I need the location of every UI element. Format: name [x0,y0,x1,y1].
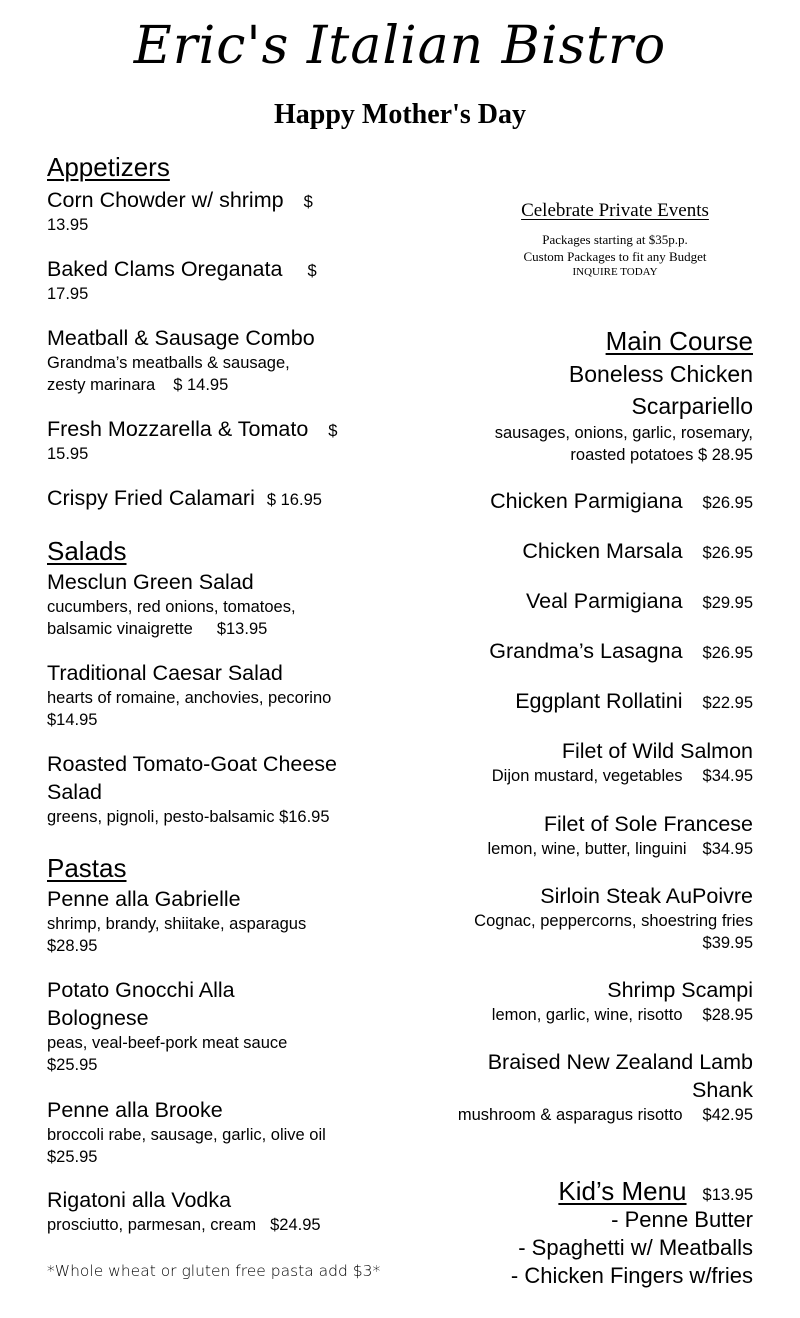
item-name: Eggplant Rollatini [515,689,683,713]
menu-item [492,976,753,1026]
menu-item [47,750,337,828]
section-heading-main-course: Main Course [605,326,753,356]
events-title: Celebrate Private Events [521,200,709,221]
section-heading-salads: Salads [47,536,127,566]
menu-item [47,255,317,305]
item-name: Boneless Chicken [568,361,753,387]
item-price: $26.95 [702,644,753,662]
section-heading-appetizers: Appetizers [47,152,170,182]
item-price: 13.95 [47,216,89,234]
item-price: $26.95 [702,544,753,562]
item-name: Traditional Caesar Salad [47,661,283,685]
item-name: Corn Chowder w/ shrimp [47,188,284,212]
item-name: Chicken Parmigiana [490,489,683,513]
section-heading-pastas: Pastas [47,853,127,883]
private-events-promo [470,200,760,279]
item-description: peas, veal-beef-pork meat sauce [47,1034,288,1052]
item-name: Grandma’s Lasagna [489,639,683,663]
pasta-note: *Whole wheat or gluten free pasta add $3* [47,1262,381,1280]
kids-menu-item: - Penne Butter [611,1207,753,1232]
item-description: Cognac, peppercorns, shoestring fries [474,912,753,930]
item-name: Penne alla Brooke [47,1098,223,1122]
item-price: $16.95 [279,808,330,826]
item-price: $42.95 [702,1106,753,1124]
item-name: Chicken Marsala [522,539,683,563]
item-name-continued: Bolognese [47,1006,149,1030]
item-price-symbol: $ [303,193,313,211]
menu-item [458,1048,753,1126]
item-name-continued: Scarpariello [631,393,753,419]
item-price: $13.95 [216,620,268,638]
events-line: Packages starting at $35p.p. [542,232,688,247]
item-description: balsamic vinaigrette [47,620,193,638]
item-name: Veal Parmigiana [525,589,683,613]
menu-item [47,186,313,236]
kids-menu-item: - Spaghetti w/ Meatballs [518,1235,753,1260]
menu-item [522,537,753,565]
item-description: zesty marinara [47,376,156,394]
item-price: $25.95 [47,1056,98,1074]
item-name-continued: Salad [47,780,102,804]
item-description: roasted potatoes [570,446,694,464]
menu-item [47,484,322,512]
item-description: hearts of romaine, anchovies, pecorino [47,689,332,707]
item-description: broccoli rabe, sausage, garlic, olive oil [47,1126,326,1144]
menu-item [47,568,296,640]
item-description: greens, pignoli, pesto-balsamic [47,808,275,826]
kids-menu [511,1176,753,1290]
item-price: $28.95 [47,937,98,955]
item-price: $39.95 [702,934,753,952]
item-description: cucumbers, red onions, tomatoes, [47,598,296,616]
item-price-symbol: $ [307,262,317,280]
events-cta: INQUIRE TODAY [572,266,658,278]
item-name: Meatball & Sausage Combo [47,326,315,350]
menu-item [474,882,753,954]
item-name: Rigatoni alla Vodka [47,1188,232,1212]
item-name: Potato Gnocchi Alla [47,978,235,1002]
menu-item [47,885,306,957]
item-price: 15.95 [47,445,89,463]
page-subtitle: Happy Mother's Day [274,99,526,130]
item-price: $24.95 [270,1216,321,1234]
restaurant-title: Eric's Italian Bistro [133,16,667,76]
item-name: Sirloin Steak AuPoivre [540,884,753,908]
menu-item [47,659,331,731]
item-price-symbol: $ [328,422,338,440]
menu-item [47,976,287,1076]
item-name: Filet of Sole Francese [543,812,753,836]
item-description: Grandma’s meatballs & sausage, [47,354,290,372]
item-price: $14.95 [47,711,98,729]
menu-item [495,358,753,466]
item-name: Braised New Zealand Lamb [487,1050,753,1074]
menu-item [47,415,337,465]
item-name: Filet of Wild Salmon [561,739,753,763]
menu-item [515,687,753,715]
item-price: $ 16.95 [266,491,322,509]
kids-menu-item: - Chicken Fingers w/fries [510,1263,753,1288]
item-price: $29.95 [702,594,753,612]
item-name: Roasted Tomato-Goat Cheese [47,752,338,776]
item-description: mushroom & asparagus risotto [457,1106,683,1124]
item-name: Mesclun Green Salad [47,570,254,594]
item-price: $25.95 [47,1148,98,1166]
events-line: Custom Packages to fit any Budget [523,249,707,264]
item-description: lemon, wine, butter, linguini [487,840,687,858]
item-description: sausages, onions, garlic, rosemary, [494,424,753,442]
item-price: 17.95 [47,285,89,303]
item-name: Baked Clams Oreganata [47,257,283,281]
menu-item [489,637,753,665]
item-name-continued: Shank [692,1078,753,1102]
item-description: prosciutto, parmesan, cream [47,1216,257,1234]
menu-item [488,810,754,860]
item-description: Dijon mustard, vegetables [491,767,683,785]
item-price: $ 28.95 [697,446,753,464]
item-name: Penne alla Gabrielle [47,887,241,911]
item-price: $ 14.95 [173,376,229,394]
menu-item [526,587,753,615]
menu-item [47,1096,326,1168]
item-price: $28.95 [702,1006,753,1024]
item-price: $34.95 [702,767,753,785]
item-price: $26.95 [702,494,753,512]
menu-item [492,737,753,787]
item-description: shrimp, brandy, shiitake, asparagus [47,915,307,933]
section-heading-kids-menu: Kid’s Menu [558,1176,687,1206]
item-name: Shrimp Scampi [607,978,753,1002]
kids-menu-price: $13.95 [702,1186,753,1204]
item-price: $34.95 [702,840,753,858]
menu-item [490,487,753,515]
item-name: Crispy Fried Calamari [47,486,255,510]
item-price: $22.95 [702,694,753,712]
menu-item [47,1186,321,1236]
item-name: Fresh Mozzarella & Tomato [47,417,309,441]
item-description: lemon, garlic, wine, risotto [491,1006,683,1024]
menu-item [47,324,315,396]
